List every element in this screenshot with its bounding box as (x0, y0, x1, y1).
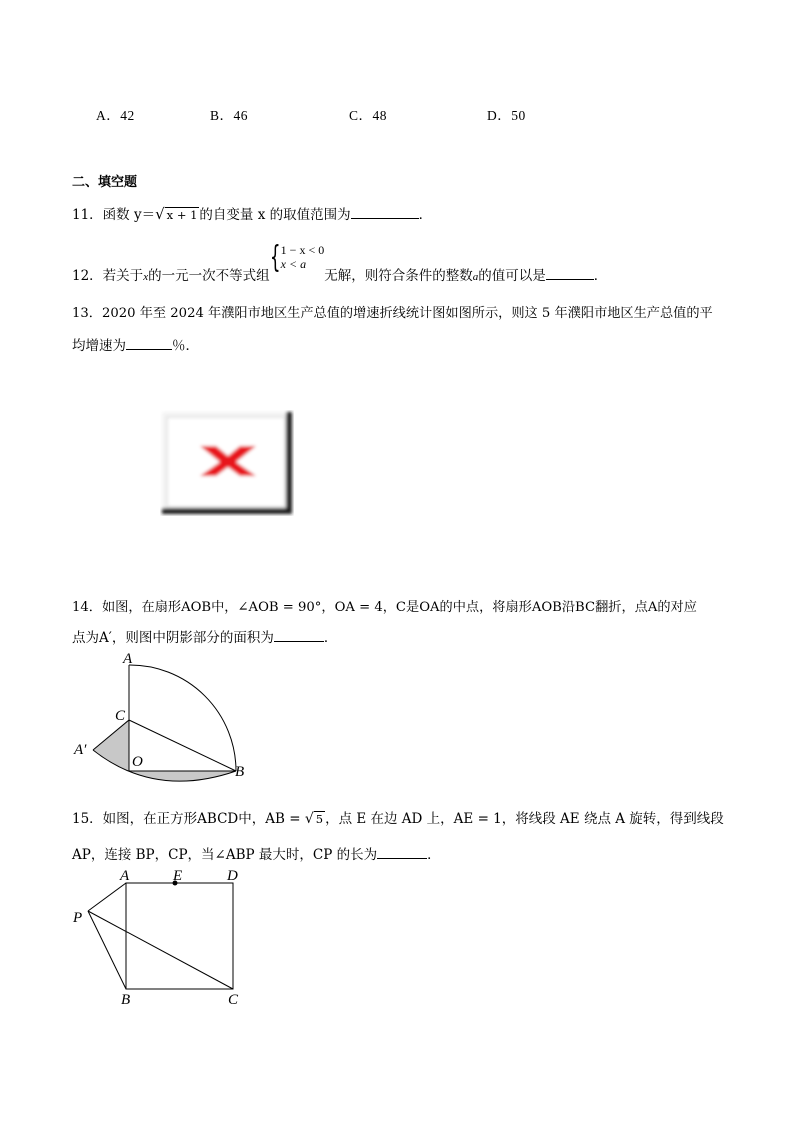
q11-pre: 11．函数 y＝ (72, 207, 156, 223)
label-A-prime: A′ (74, 742, 87, 758)
q13-answer-blank[interactable] (126, 337, 172, 350)
q12-brace: { (269, 240, 281, 275)
q12-system-line2: x < a (280, 257, 307, 271)
q14-diagram (70, 648, 270, 794)
q15-line2-pre: AP，连接 BP，CP，当∠ABP 最大时，CP 的长为 (72, 847, 378, 863)
q12-end: ． (593, 268, 608, 284)
q12-mid: 的一元一次不等式组 (148, 268, 270, 284)
q15-line2 (72, 843, 441, 863)
q15-radical: √ (304, 811, 314, 827)
q12-system (281, 243, 325, 271)
segment-P-C (88, 911, 233, 989)
q15-diagram (70, 864, 280, 1010)
label-O: O (132, 754, 143, 770)
question-11 (72, 203, 432, 223)
q13-line2 (72, 334, 199, 354)
segment-C-B (129, 720, 236, 771)
q15-answer-blank[interactable] (377, 846, 427, 859)
q14-answer-blank[interactable] (274, 629, 324, 642)
q12-answer-blank[interactable] (546, 267, 594, 280)
option-b: B．46 (210, 108, 249, 123)
label-B: B (235, 764, 245, 780)
label-A: A (120, 868, 130, 884)
question-12 (72, 240, 608, 284)
q12-post2: 的值可以是 (478, 268, 546, 284)
q14-line2-pre: 点为A′，则图中阴影部分的面积为 (72, 630, 274, 646)
q12-post: 无解，则符合条件的整数 (324, 268, 473, 284)
shaded-region (93, 720, 236, 781)
q15-line1 (72, 807, 724, 827)
q12-pre: 12．若关于 (72, 268, 144, 284)
q12-var-a: a (472, 271, 479, 283)
q15-sqrt5: 5 (315, 812, 324, 826)
q15-line1-post: ，点 E 在边 AD 上，AE = 1，将线段 AE 绕点 A 旋转，得到线段 (325, 811, 724, 827)
segment-P-A (88, 883, 126, 911)
q14-line2-end: ． (323, 630, 338, 646)
q15-figure (70, 864, 280, 1010)
label-C: C (115, 708, 126, 724)
q15-line2-end: ． (427, 847, 441, 863)
option-d: D．50 (487, 108, 526, 123)
label-P: P (73, 910, 83, 926)
label-C: C (228, 992, 239, 1008)
option-a: A．42 (96, 108, 135, 123)
q13-line2-post: ％． (172, 338, 199, 354)
q11-radical: √ (155, 205, 165, 223)
q12-var-x: x (143, 271, 149, 283)
q11-radicand: x + 1 (166, 208, 198, 222)
q11-answer-blank[interactable] (351, 206, 419, 219)
q11-end: ． (418, 207, 433, 223)
q14-line1: 14．如图，在扇形AOB中，∠AOB = 90°，OA = 4，C是OA的中点，将扇形AOB沿BC翻折，点A的对应 (72, 600, 697, 615)
label-B: B (121, 992, 131, 1008)
label-E: E (173, 868, 183, 884)
arc-A-B (129, 665, 236, 771)
broken-image-placeholder (160, 410, 294, 516)
q14-line2 (72, 626, 337, 646)
broken-image-icon (160, 410, 294, 516)
section-title: 二、填空题 (72, 175, 138, 190)
label-D: D (227, 868, 238, 884)
q13-line1: 13．2020 年至 2024 年濮阳市地区生产总值的增速折线统计图如图所示，则这 5 年濮阳市地区生产总值的平 (72, 306, 713, 321)
q15-line1-pre: 15．如图，在正方形ABCD中，AB = (72, 811, 305, 827)
q11-post: 的自变量 x 的取值范围为 (199, 207, 351, 223)
square-ABCD (126, 883, 233, 989)
label-A: A (123, 651, 133, 667)
q13-line2-pre: 均增速为 (72, 338, 126, 354)
q12-system-line1: 1 − x < 0 (280, 243, 325, 257)
option-c: C．48 (349, 108, 388, 123)
q14-figure (70, 648, 270, 794)
segment-P-B (88, 911, 126, 989)
